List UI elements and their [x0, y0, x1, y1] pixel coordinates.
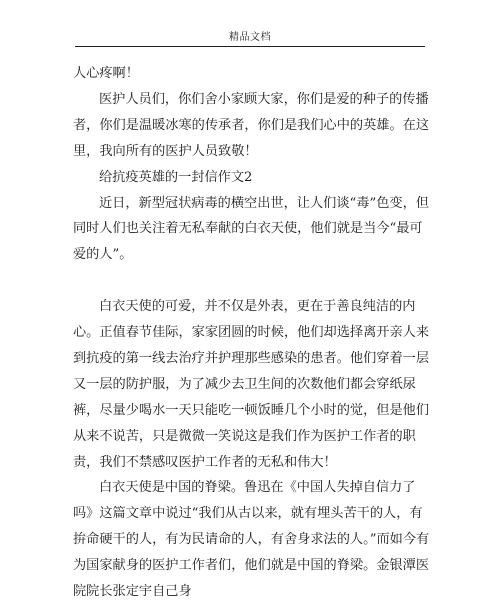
paragraph-1: 人心疼啊！	[73, 66, 139, 81]
paragraph-2: 医护人员们，你们舍小家顾大家，你们是爱的种子的传播者，你们是温暖冰寒的传承者，你们是我们心中的英雄。在这里，我向所有的医护人员致敬！	[73, 91, 430, 159]
blank-line	[73, 268, 435, 294]
header-label: 精品文档	[229, 32, 271, 43]
section-title: 给抗疫英雄的一封信作文2	[99, 169, 253, 185]
page-header	[75, 0, 425, 47]
paragraph-3: 近日，新型冠状病毒的横空出世，让人们谈“毒”色变，但同时人们也关注着无私奉献的白衣天使，他们就是当今“最可爱的人”。	[73, 195, 429, 263]
paragraph-5: 白衣天使是中国的脊梁。鲁迅在《中国人失掉自信力了吗》这篇文章中说过“我们从古以来，就有埋头苦干的人，有拚命硬干的人，有为民请命的人，有舍身求法的人。”而如今有为国家献身的医护工作者们，他们就是中国的脊梁。金银潭医院院长张定宇自己身	[73, 480, 430, 600]
paragraph-4: 白衣天使的可爱，并不仅是外表，更在于善良纯洁的内心。正值春节佳际，家家团圆的时候，他们却选择离开亲人来到抗疫的第一线去治疗并护理那些感染的患者。他们穿着一层又一层的防护服，为了减少去卫生间的次数他们都会穿纸尿裤，尽量少喝水一天只能吃一顿饭睡几个小时的觉，但是他们从来不说苦，只是微微一笑说这是我们作为医护工作者的职责，我们不禁感叹医护工作者的无私和伟大！	[73, 299, 430, 470]
document-body	[73, 61, 435, 605]
